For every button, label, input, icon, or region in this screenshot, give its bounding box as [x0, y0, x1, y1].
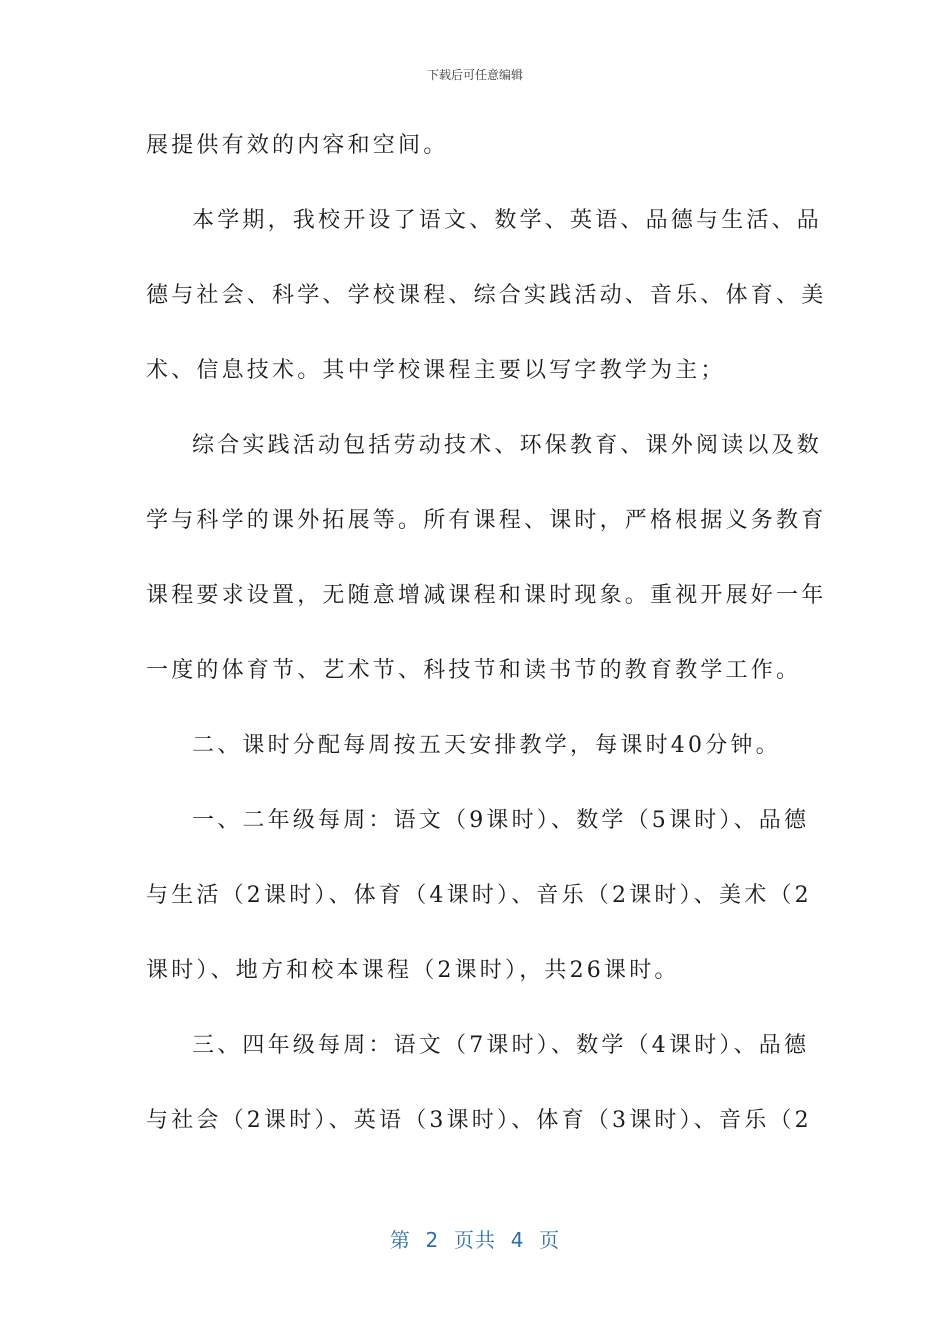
- text-line: 与社会（2课时）、英语（3课时）、体育（3课时）、音乐（2: [146, 1108, 812, 1133]
- text-line: 课程要求设置，无随意增减课程和课时现象。重视开展好一年: [146, 583, 827, 608]
- text-line: 一度的体育节、艺术节、科技节和读书节的教育教学工作。: [146, 658, 802, 683]
- page-header: 下载后可任意编辑: [426, 68, 523, 82]
- text-line: 综合实践活动包括劳动技术、环保教育、课外阅读以及数: [192, 433, 823, 458]
- text-line: 与生活（2课时）、体育（4课时）、音乐（2课时）、美术（2: [146, 883, 812, 908]
- text-line: 德与社会、科学、学校课程、综合实践活动、音乐、体育、美: [146, 283, 827, 308]
- page-number-footer: 第 2 页共 4 页: [389, 1228, 561, 1252]
- text-line: 二、课时分配每周按五天安排教学，每课时40分钟。: [192, 733, 781, 758]
- text-line: 展提供有效的内容和空间。: [146, 133, 449, 158]
- text-line: 课时）、地方和校本课程（2课时），共26课时。: [146, 958, 680, 983]
- text-line: 一、二年级每周：语文（9课时）、数学（5课时）、品德: [192, 808, 810, 833]
- text-line: 本学期，我校开设了语文、数学、英语、品德与生活、品: [192, 208, 823, 233]
- text-line: 学与科学的课外拓展等。所有课程、课时，严格根据义务教育: [146, 508, 827, 533]
- text-line: 术、信息技术。其中学校课程主要以写字教学为主；: [146, 358, 726, 383]
- text-line: 三、四年级每周：语文（7课时）、数学（4课时）、品德: [192, 1033, 810, 1058]
